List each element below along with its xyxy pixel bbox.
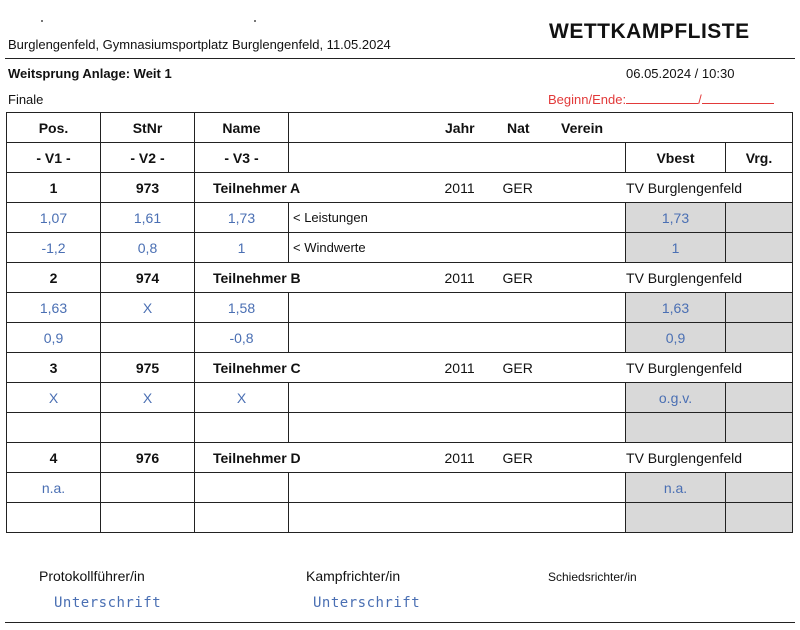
protokoll-label: Protokollführer/in [39, 568, 145, 584]
athlete-info [289, 263, 793, 293]
athlete-name: Teilnehmer A [195, 173, 289, 203]
athlete-jahr: 2011 [444, 180, 475, 196]
results-note [289, 473, 626, 503]
athlete-verein: TV Burglengenfeld [626, 450, 742, 466]
attempt-wind: -1,2 [7, 233, 101, 263]
results-note: < Leistungen [289, 203, 626, 233]
best-result: o.g.v. [626, 383, 726, 413]
athlete-nat: GER [502, 360, 533, 376]
wind-row [7, 233, 793, 263]
wind-note [289, 323, 626, 353]
athlete-row [7, 173, 793, 203]
athlete-row [7, 443, 793, 473]
best-result: 1,63 [626, 293, 726, 323]
results-table [6, 112, 793, 533]
athlete-nat: GER [502, 180, 533, 196]
athlete-jahr: 2011 [444, 360, 475, 376]
header-row-1 [7, 113, 793, 143]
start-end-field [548, 92, 774, 107]
attempt-result: 1,07 [7, 203, 101, 233]
attempt-result: X [7, 383, 101, 413]
wind-note [289, 413, 626, 443]
athlete-nat: GER [502, 450, 533, 466]
athlete-pos: 1 [7, 173, 101, 203]
attempt-wind: -0,8 [195, 323, 289, 353]
athlete-info [289, 353, 793, 383]
attempt-result [101, 473, 195, 503]
athlete-name: Teilnehmer B [195, 263, 289, 293]
best-wind [626, 503, 726, 533]
kampfrichter-signature: Unterschrift [313, 595, 421, 611]
ranking-cell [726, 473, 793, 503]
best-result: 1,73 [626, 203, 726, 233]
col-header-verein: Verein [561, 120, 604, 136]
attempt-result: X [101, 383, 195, 413]
athlete-nat: GER [502, 270, 533, 286]
athlete-info [289, 173, 793, 203]
attempt-wind [7, 503, 101, 533]
results-row [7, 473, 793, 503]
col-header-jahr: Jahr [445, 120, 475, 136]
wind-row [7, 413, 793, 443]
ranking-cell [726, 203, 793, 233]
protokoll-signature: Unterschrift [54, 595, 162, 611]
start-end-separator: / [698, 92, 702, 107]
col-header-v1: - V1 - [7, 143, 101, 173]
athlete-jahr: 2011 [444, 270, 475, 286]
col-header-nat: Nat [507, 120, 530, 136]
wind-note: < Windwerte [289, 233, 626, 263]
athlete-jahr: 2011 [444, 450, 475, 466]
venue-line: Burglengenfeld, Gymnasiumsportplatz Burglengenfeld, 11.05.2024 [8, 37, 391, 52]
attempt-wind: 0,9 [7, 323, 101, 353]
wind-note [289, 503, 626, 533]
results-row [7, 203, 793, 233]
col-header-vbest: Vbest [626, 143, 726, 173]
attempt-result: 1,73 [195, 203, 289, 233]
end-blank [702, 92, 774, 104]
scan-dot [41, 20, 43, 22]
start-blank [626, 92, 698, 104]
results-note [289, 293, 626, 323]
athlete-info [289, 443, 793, 473]
athlete-verein: TV Burglengenfeld [626, 270, 742, 286]
col-header-group [289, 113, 793, 143]
athlete-pos: 3 [7, 353, 101, 383]
footer-divider [5, 622, 795, 623]
wind-row [7, 323, 793, 353]
event-datetime: 06.05.2024 / 10:30 [626, 66, 735, 81]
ranking-cell [726, 383, 793, 413]
best-wind [626, 413, 726, 443]
col-header-pos: Pos. [7, 113, 101, 143]
results-note [289, 383, 626, 413]
results-row [7, 293, 793, 323]
attempt-wind [101, 503, 195, 533]
scan-dot [254, 20, 256, 22]
col-header-stnr: StNr [101, 113, 195, 143]
schiedsrichter-label: Schiedsrichter/in [548, 570, 637, 584]
attempt-result: X [195, 383, 289, 413]
athlete-row [7, 353, 793, 383]
attempt-result: 1,61 [101, 203, 195, 233]
athlete-row [7, 263, 793, 293]
best-result: n.a. [626, 473, 726, 503]
start-end-label: Beginn/Ende: [548, 92, 627, 107]
col-header-blank [289, 143, 626, 173]
results-row [7, 383, 793, 413]
athlete-pos: 4 [7, 443, 101, 473]
attempt-wind: 0,8 [101, 233, 195, 263]
attempt-wind [101, 413, 195, 443]
col-header-v3: - V3 - [195, 143, 289, 173]
ranking-cell [726, 293, 793, 323]
best-wind: 1 [626, 233, 726, 263]
attempt-result: n.a. [7, 473, 101, 503]
attempt-result: X [101, 293, 195, 323]
wind-row [7, 503, 793, 533]
athlete-name: Teilnehmer D [195, 443, 289, 473]
ranking-cell [726, 323, 793, 353]
ranking-cell [726, 413, 793, 443]
attempt-result: 1,58 [195, 293, 289, 323]
ranking-cell [726, 233, 793, 263]
ranking-cell [726, 503, 793, 533]
attempt-wind [195, 503, 289, 533]
col-header-v2: - V2 - [101, 143, 195, 173]
header-divider [5, 58, 795, 59]
attempt-result [195, 473, 289, 503]
col-header-name: Name [195, 113, 289, 143]
col-header-vrg: Vrg. [726, 143, 793, 173]
event-name: Weitsprung Anlage: Weit 1 [8, 66, 172, 81]
athlete-verein: TV Burglengenfeld [626, 180, 742, 196]
attempt-wind [195, 413, 289, 443]
athlete-stnr: 974 [101, 263, 195, 293]
round-label: Finale [8, 92, 44, 107]
athlete-stnr: 973 [101, 173, 195, 203]
athlete-stnr: 975 [101, 353, 195, 383]
attempt-wind [7, 413, 101, 443]
kampfrichter-label: Kampfrichter/in [306, 568, 401, 584]
athlete-stnr: 976 [101, 443, 195, 473]
attempt-wind [101, 323, 195, 353]
header-row-2 [7, 143, 793, 173]
attempt-wind: 1 [195, 233, 289, 263]
best-wind: 0,9 [626, 323, 726, 353]
athlete-verein: TV Burglengenfeld [626, 360, 742, 376]
document-title: WETTKAMPFLISTE [549, 20, 750, 43]
athlete-name: Teilnehmer C [195, 353, 289, 383]
athlete-pos: 2 [7, 263, 101, 293]
attempt-result: 1,63 [7, 293, 101, 323]
